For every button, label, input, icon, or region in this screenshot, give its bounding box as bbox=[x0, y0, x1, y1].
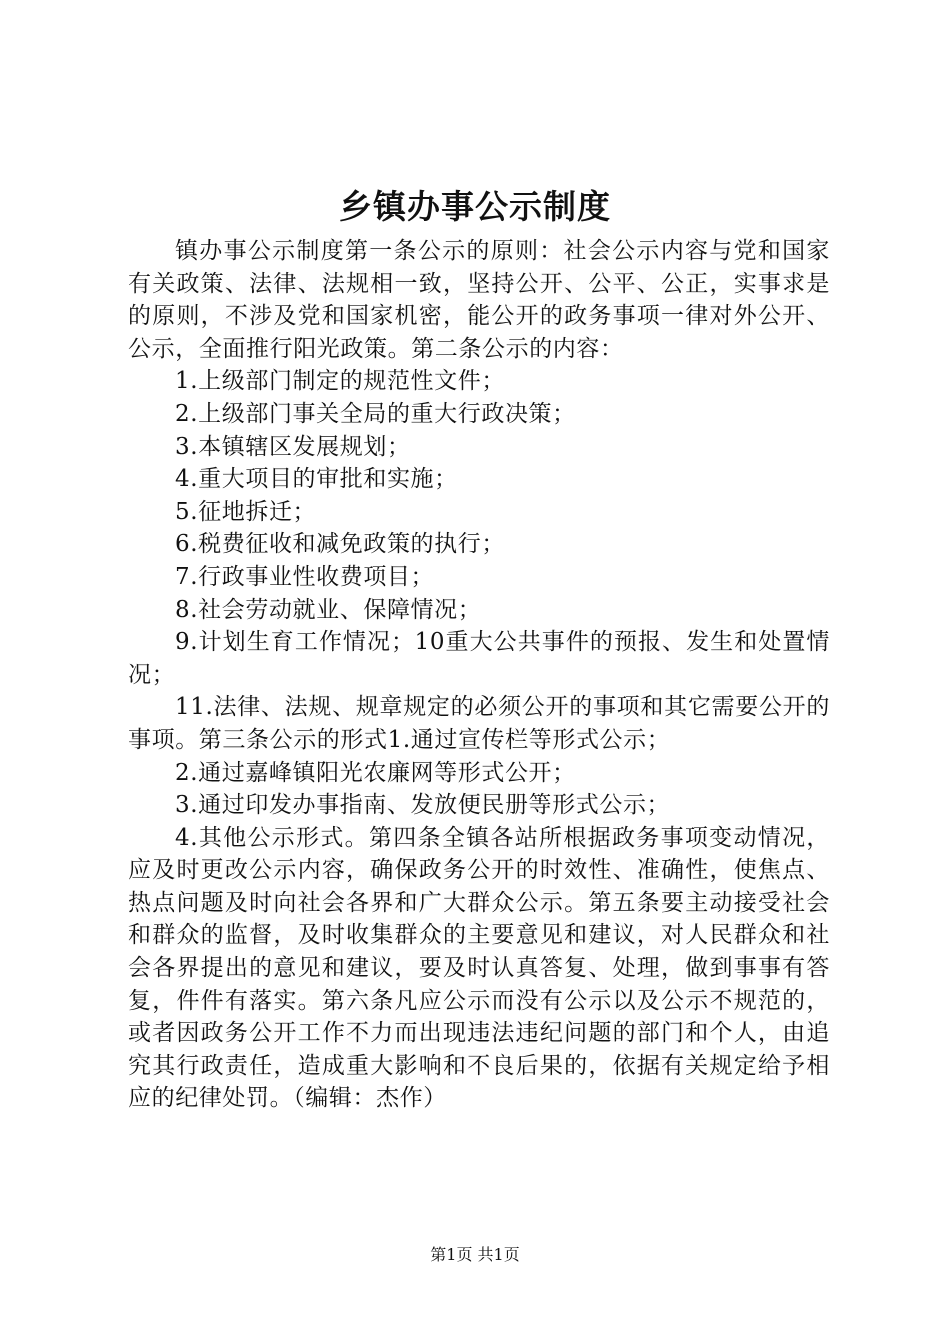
list-item-8: 8.社会劳动就业、保障情况； bbox=[175, 596, 482, 623]
list-item-6: 6.税费征收和减免政策的执行； bbox=[175, 531, 505, 558]
list-item-11: 11.法律、法规、规章规定的必须公开的事项和其它需要公开的事项。第三条公示的形式1.通过宣传栏等形式公示； bbox=[128, 694, 830, 753]
list-item-7: 7.行政事业性收费项目； bbox=[175, 563, 435, 590]
list-item-3: 3.本镇辖区发展规划； bbox=[175, 433, 411, 460]
document-body bbox=[128, 235, 830, 1115]
form-item-2: 2.通过嘉峰镇阳光农廉网等形式公开； bbox=[175, 759, 576, 786]
page-footer: 第1页 共1页 bbox=[430, 1245, 520, 1264]
document-title: 乡镇办事公示制度 bbox=[339, 187, 611, 226]
list-item-4: 4.重大项目的审批和实施； bbox=[175, 466, 458, 493]
form-item-3: 3.通过印发办事指南、发放便民册等形式公示； bbox=[175, 792, 671, 819]
list-item-9-10: 9.计划生育工作情况；10重大公共事件的预报、发生和处置情况； bbox=[128, 629, 830, 688]
list-item-1: 1.上级部门制定的规范性文件； bbox=[175, 368, 505, 395]
paragraph-principles: 镇办事公示制度第一条公示的原则：社会公示内容与党和国家有关政策、法律、法规相一致，坚持公开、公平、公正，实事求是的原则，不涉及党和国家机密，能公开的政务事项一律对外公开、公示，全面推行阳光政策。第二条公示的内容： bbox=[128, 238, 830, 362]
list-item-5: 5.征地拆迁； bbox=[175, 498, 317, 525]
list-item-2: 2.上级部门事关全局的重大行政决策； bbox=[175, 400, 576, 427]
form-item-4-and-articles: 4.其他公示形式。第四条全镇各站所根据政务事项变动情况，应及时更改公示内容，确保政务公开的时效性、准确性，使焦点、热点问题及时向社会各界和广大群众公示。第五条要主动接受社会和群众的监督，及时收集群众的主要意见和建议，对人民群众和社会各界提出的意见和建议，要及时认真答复、处理，做到事事有答复，件件有落实。第六条凡应公示而没有公示以及公示不规范的，或者因政务公开工作不力而出现违法违纪问题的部门和个人，由追究其行政责任，造成重大影响和不良后果的，依据有关规定给予相应的纪律处罚。（编辑：杰作） bbox=[128, 824, 830, 1112]
